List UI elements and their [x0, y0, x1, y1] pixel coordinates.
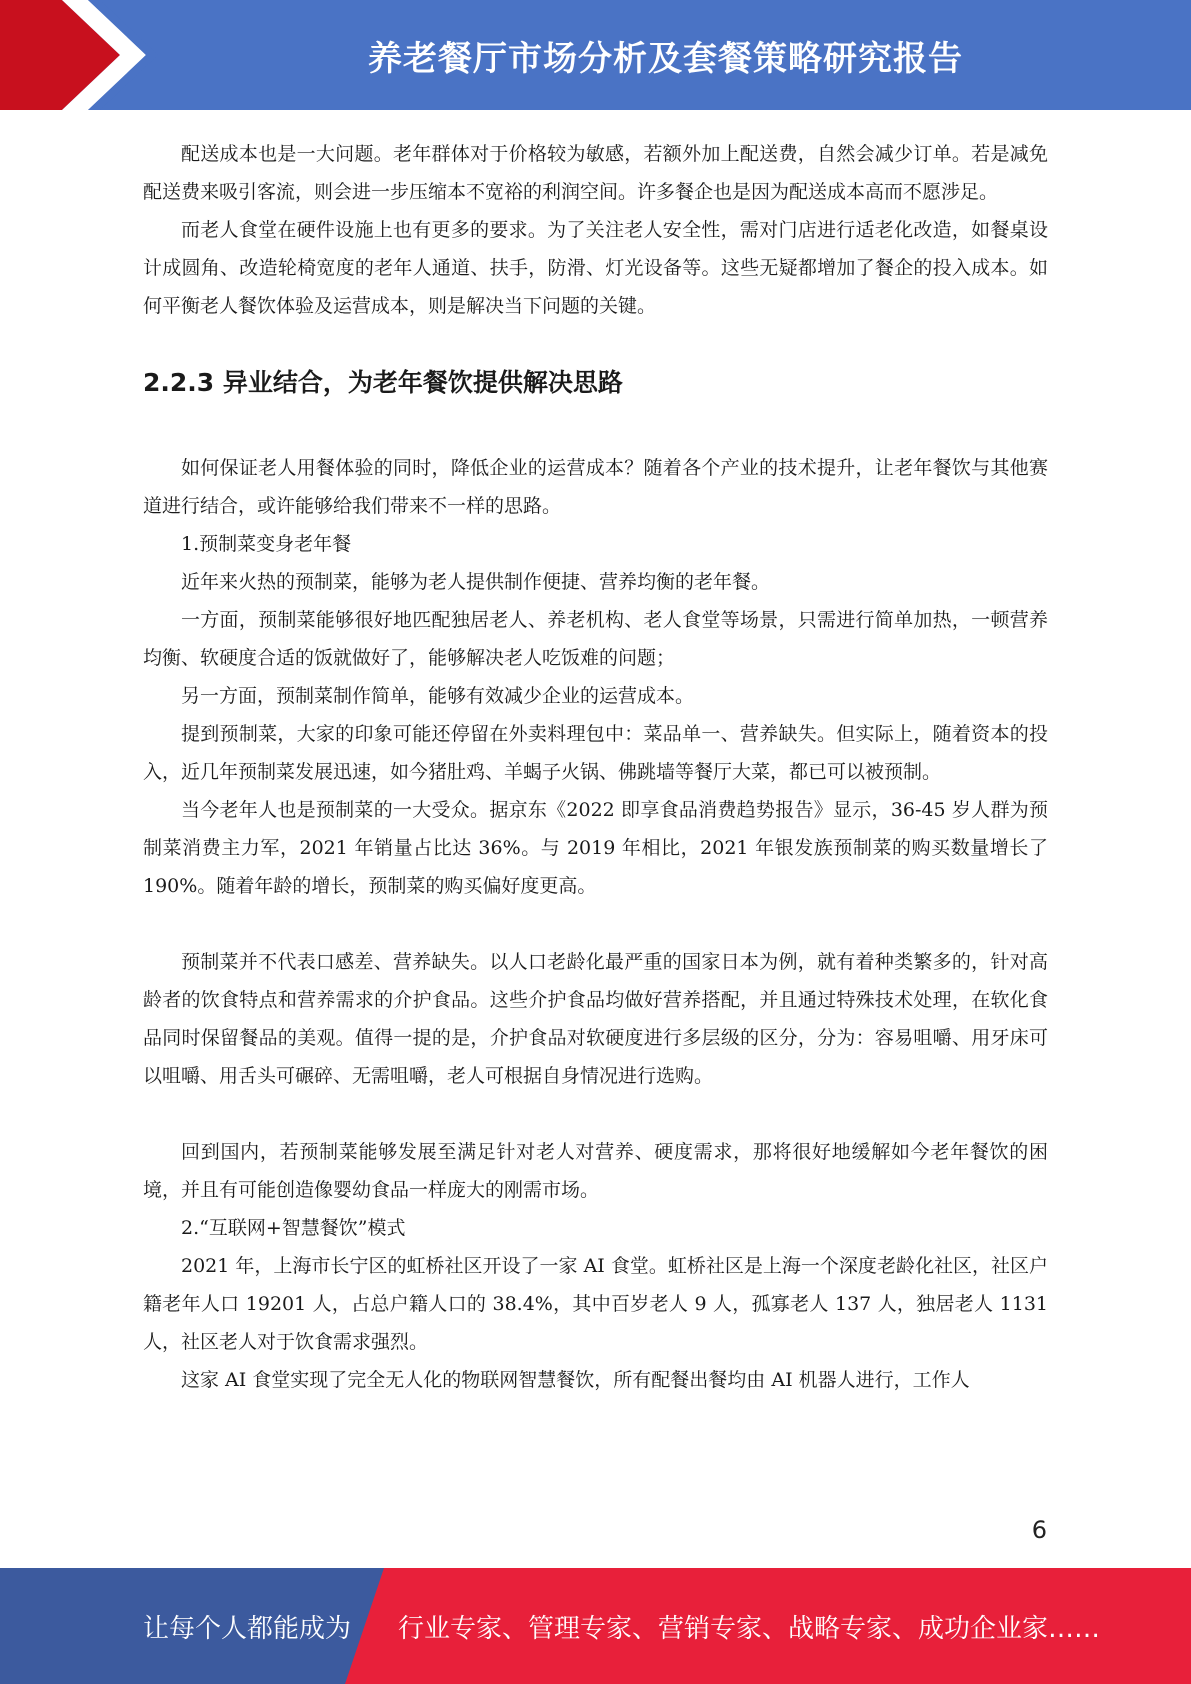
paragraph: 近年来火热的预制菜，能够为老人提供制作便捷、营养均衡的老年餐。	[181, 571, 771, 593]
paragraph: 2021 年，上海市长宁区的虹桥社区开设了一家 AI 食堂。虹桥社区是上海一个深度老龄化社区，社区户籍老年人口 19201 人，占总户籍人口的 38.4%，其中百岁老人 9 人，孤寡老人 137 人，独居老人 1131 人，社区老人对于饮食需求强烈。	[143, 1255, 1048, 1353]
subheading: 1.预制菜变身老年餐	[181, 533, 352, 555]
section-heading: 2.2.3 异业结合，为老年餐饮提供解决思路	[143, 368, 623, 397]
paragraph: 而老人食堂在硬件设施上也有更多的要求。为了关注老人安全性，需对门店进行适老化改造，如餐桌设计成圆角、改造轮椅宽度的老年人通道、扶手，防滑、灯光设备等。这些无疑都增加了餐企的投入成本。如何平衡老人餐饮体验及运营成本，则是解决当下问题的关键。	[143, 219, 1048, 317]
footer-slogan-right: 行业专家、管理专家、营销专家、战略专家、成功企业家……	[398, 1613, 1101, 1644]
paragraph: 回到国内，若预制菜能够发展至满足针对老人对营养、硬度需求，那将很好地缓解如今老年餐饮的困境，并且有可能创造像婴幼食品一样庞大的刚需市场。	[143, 1141, 1048, 1201]
paragraph: 预制菜并不代表口感差、营养缺失。以人口老龄化最严重的国家日本为例，就有着种类繁多的，针对高龄者的饮食特点和营养需求的介护食品。这些介护食品均做好营养搭配，并且通过特殊技术处理，在软化食品同时保留餐品的美观。值得一提的是，介护食品对软硬度进行多层级的区分，分为：容易咀嚼、用牙床可以咀嚼、用舌头可碾碎、无需咀嚼，老人可根据自身情况进行选购。	[143, 951, 1048, 1087]
paragraph: 配送成本也是一大问题。老年群体对于价格较为敏感，若额外加上配送费，自然会减少订单。若是减免配送费来吸引客流，则会进一步压缩本不宽裕的利润空间。许多餐企也是因为配送成本高而不愿涉足。	[143, 143, 1048, 203]
footer-slogan-left: 让每个人都能成为	[143, 1613, 352, 1644]
page-number: 6	[1031, 1516, 1047, 1544]
page-header	[0, 0, 1191, 110]
paragraph: 另一方面，预制菜制作简单，能够有效减少企业的运营成本。	[181, 685, 695, 707]
report-title: 养老餐厅市场分析及套餐策略研究报告	[368, 38, 963, 79]
paragraph: 提到预制菜，大家的印象可能还停留在外卖料理包中：菜品单一、营养缺失。但实际上，随着资本的投入，近几年预制菜发展迅速，如今猪肚鸡、羊蝎子火锅、佛跳墙等餐厅大菜，都已可以被预制。	[143, 723, 1048, 783]
paragraph: 当今老年人也是预制菜的一大受众。据京东《2022 即享食品消费趋势报告》显示，36-45 岁人群为预制菜消费主力军，2021 年销量占比达 36%。与 2019 年相比，2021 年银发族预制菜的购买数量增长了 190%。随着年龄的增长，预制菜的购买偏好度更高。	[143, 799, 1048, 897]
paragraph: 一方面，预制菜能够很好地匹配独居老人、养老机构、老人食堂等场景，只需进行简单加热，一顿营养均衡、软硬度合适的饭就做好了，能够解决老人吃饭难的问题；	[143, 609, 1048, 669]
paragraph: 这家 AI 食堂实现了完全无人化的物联网智慧餐饮，所有配餐出餐均由 AI 机器人进行，工作人	[181, 1369, 970, 1391]
subheading: 2.“互联网+智慧餐饮”模式	[181, 1217, 406, 1239]
paragraph: 如何保证老人用餐体验的同时，降低企业的运营成本？随着各个产业的技术提升，让老年餐饮与其他赛道进行结合，或许能够给我们带来不一样的思路。	[143, 457, 1048, 517]
document-body	[143, 135, 1048, 1399]
page-footer	[0, 1568, 1191, 1684]
header-arrow-decoration	[0, 0, 170, 110]
